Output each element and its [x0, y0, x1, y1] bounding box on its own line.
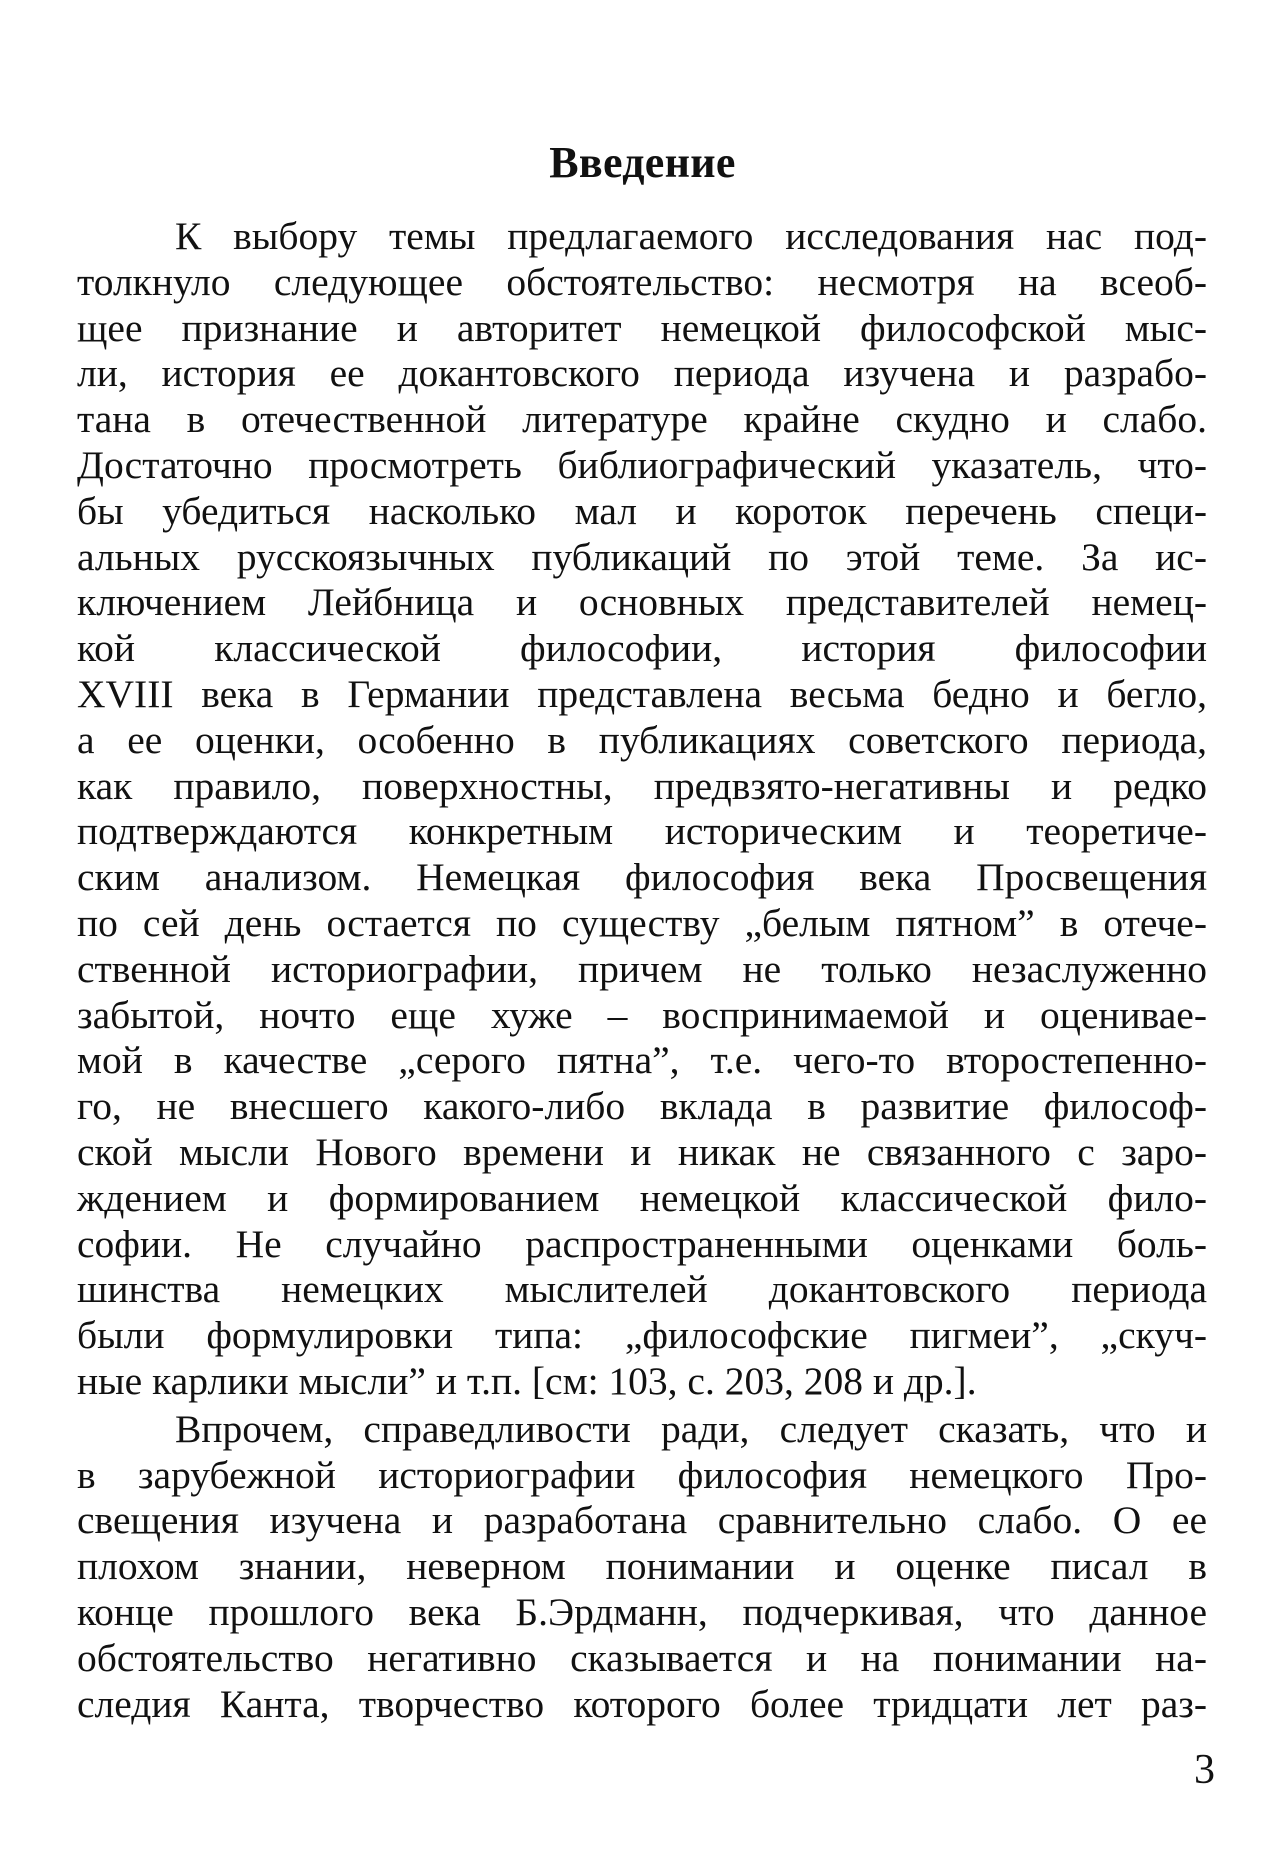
text-line: свещения изучена и разработана сравнительно слабо. О ее	[77, 1498, 1207, 1543]
text-line: альных русскоязычных публикаций по этой теме. За ис-	[77, 534, 1207, 579]
paragraph-2	[77, 1407, 1207, 1728]
text-line: шинства немецких мыслителей докантовского периода	[77, 1267, 1207, 1312]
text-line: обстоятельство негативно сказывается и на понимании на-	[77, 1635, 1207, 1680]
text-line: ской мысли Нового времени и никак не связанного с заро-	[77, 1129, 1207, 1174]
text-line: К выбору темы предлагаемого исследования нас под-	[175, 214, 1207, 258]
body-text	[77, 214, 1207, 1727]
text-line: XVIII века в Германии представлена весьма бедно и бегло,	[77, 671, 1207, 716]
section-heading: Введение	[549, 138, 736, 187]
text-line: софии. Не случайно распространенными оценками боль-	[77, 1221, 1207, 1266]
paragraph-1	[77, 214, 1207, 1405]
text-line: щее признание и авторитет немецкой философской мыс-	[77, 305, 1207, 350]
text-line: толкнуло следующее обстоятельство: несмотря на всеоб-	[77, 259, 1207, 304]
text-line: кой классической философии, история философии	[77, 626, 1207, 671]
text-line: ждением и формированием немецкой классической фило-	[77, 1175, 1207, 1220]
text-line: были формулировки типа: „философские пигмеи”, „скуч-	[77, 1313, 1207, 1358]
text-line: по сей день остается по существу „белым пятном” в отече-	[77, 900, 1207, 945]
text-line: ные карлики мысли” и т.п. [см: 103, с. 203, 208 и др.].	[77, 1358, 977, 1403]
text-line: Впрочем, справедливости ради, следует сказать, что и	[175, 1406, 1207, 1451]
text-line: конце прошлого века Б.Эрдманн, подчеркивая, что данное	[77, 1589, 1207, 1634]
page-number: 3	[1194, 1747, 1215, 1793]
text-line: следия Канта, творчество которого более тридцати лет раз-	[77, 1681, 1207, 1726]
text-line: тана в отечественной литературе крайне скудно и слабо.	[77, 397, 1207, 442]
text-line: плохом знании, неверном понимании и оценке писал в	[77, 1544, 1207, 1589]
text-line: в зарубежной историографии философия немецкого Про-	[77, 1452, 1207, 1497]
text-line: мой в качестве „серого пятна”, т.е. чего-то второстепенно-	[77, 1038, 1207, 1083]
text-line: Достаточно просмотреть библиографический указатель, что-	[77, 442, 1207, 487]
text-line: ственной историографии, причем не только незаслуженно	[77, 946, 1207, 991]
text-line: ключением Лейбница и основных представителей немец-	[77, 580, 1207, 625]
text-line: а ее оценки, особенно в публикациях советского периода,	[77, 717, 1207, 762]
text-line: ским анализом. Немецкая философия века Просвещения	[77, 855, 1207, 900]
text-line: как правило, поверхностны, предвзято-негативны и редко	[77, 763, 1207, 808]
text-line: подтверждаются конкретным историческим и теоретиче-	[77, 809, 1207, 854]
text-line: ли, история ее докантовского периода изучена и разрабо-	[77, 351, 1207, 396]
text-line: забытой, ночто еще хуже – воспринимаемой и оценивае-	[77, 992, 1207, 1037]
text-line: бы убедиться насколько мал и короток перечень специ-	[77, 488, 1207, 533]
text-line: го, не внесшего какого-либо вклада в развитие философ-	[77, 1084, 1207, 1129]
